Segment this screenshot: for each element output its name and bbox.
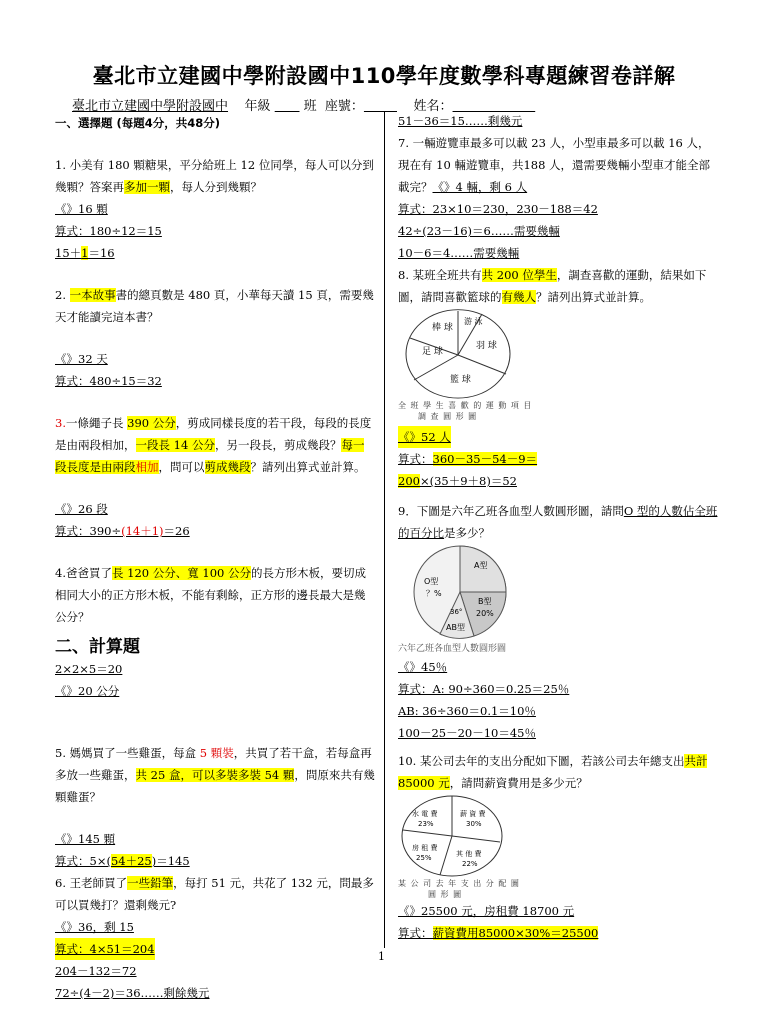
column-divider <box>384 112 385 948</box>
answer-2: 《》32 天 <box>55 352 108 366</box>
solution-8-line-2: 200×(35＋9＋8)＝52 <box>398 474 517 488</box>
label-type-b: B型 <box>478 597 492 606</box>
label-rent-pct: 25% <box>416 854 432 862</box>
expense-chart-caption-2: 圓 形 圖 <box>428 890 463 899</box>
solution-9-line-3: 100－25－20－10＝45％ <box>398 726 536 740</box>
label-utilities: 水 電 費 <box>412 810 438 818</box>
expense-pie-chart <box>400 794 506 878</box>
solution-7-line-3: 10－6＝4……需要幾輛 <box>398 246 520 260</box>
solution-1-line-2: 15＋1＝16 <box>55 246 115 260</box>
label-type-a: A型 <box>474 561 488 570</box>
question-2: 2. 一本故事書的總頁數是 480 頁，小華每天讀 15 頁，需要幾天才能讀完這本書？ <box>55 288 374 324</box>
calc-1-answer: 《》20 公分 <box>55 684 120 698</box>
label-type-ab: AB型 <box>446 623 465 632</box>
seat-label: 座號： <box>324 99 364 114</box>
question-3: 3.一條繩子長 390 公分，剪成同樣長度的若干段，每段的長度是由兩段相加，一段長 14 公分，另一段長，剪成幾段？每一段長度是由兩段相加，問可以剪成幾段？請列出算式並計算。 <box>55 416 372 474</box>
answer-10: 《》25500 元，房租費 18700 元 <box>398 904 575 918</box>
part-2-heading: 二、計算題 <box>55 637 140 657</box>
label-utilities-pct: 23% <box>418 820 434 828</box>
expense-chart-caption-1: 某 公 司 去 年 支 出 分 配 圖 <box>398 879 520 888</box>
solution-10: 算式：薪資費用85000×30%＝25500 <box>398 926 599 940</box>
solution-7-line-2: 42÷(23－16)＝6……需要幾輛 <box>398 224 560 238</box>
question-5: 5. 媽媽買了一些雞蛋，每盒 5 顆裝，共買了若干盒，若每盒再多放一些雞蛋，共 25 盒，可以多裝多裝 54 顆，問原來共有幾顆雞蛋？ <box>55 746 375 804</box>
label-angle: 36° <box>450 608 463 616</box>
question-1: 1. 小美有 180 顆糖果，平分給班上 12 位同學，每人可以分到幾顆？答案再多加一顆，每人分到幾顆？ <box>55 158 374 194</box>
solution-1-line-1: 算式：180÷12＝15 <box>55 224 162 238</box>
answer-8: 《》52 人 <box>398 426 451 448</box>
label-other: 其 他 費 <box>456 850 482 858</box>
question-4: 4.爸爸買了長 120 公分、寬 100 公分的長方形木板，要切成相同大小的正方形木板，不能有剩餘，正方形的邊長最大是幾公分？ <box>55 566 367 624</box>
label-type-o: O型 <box>424 577 439 586</box>
blood-chart-caption: 六年乙班各血型人數圓形圖 <box>398 644 507 654</box>
sports-chart-caption-2: 調 查 圓 形 圖 <box>418 412 478 421</box>
name-label: 姓名： <box>413 99 453 114</box>
solution-3: 算式：390÷(14＋1)＝26 <box>55 524 190 538</box>
sports-chart-caption-1: 全 班 學 生 喜 歡 的 運 動 項 目 <box>398 401 533 410</box>
solution-2: 算式：480÷15＝32 <box>55 374 162 388</box>
label-badminton: 羽 球 <box>476 341 497 351</box>
label-type-o-pct: ？% <box>426 589 442 598</box>
label-salary-pct: 30% <box>466 820 482 828</box>
class-label: 班 <box>303 99 317 114</box>
question-9: 9．下圖是六年乙班各血型人數圓形圖，請問O 型的人數佔全班的百分比是多少？ <box>398 504 718 540</box>
question-10: 10. 某公司去年的支出分配如下圖，若該公司去年總支出共計 85000 元，請問薪資費用是多少元？ <box>398 754 708 790</box>
page-number: 1 <box>378 950 385 963</box>
school-name: 臺北市立建國中學附設國中 <box>72 99 229 114</box>
label-rent: 房 租 費 <box>412 844 438 852</box>
answer-1: 《》16 顆 <box>55 202 108 216</box>
page-title: 臺北市立建國中學附設國中110學年度數學科專題練習卷詳解 <box>92 64 676 88</box>
solution-7-line-1: 算式：23×10＝230，230－188＝42 <box>398 202 598 216</box>
label-salary: 薪 資 費 <box>460 810 486 818</box>
label-type-b-pct: 20% <box>476 609 494 618</box>
solution-9-line-1: 算式：A: 90÷360＝0.25＝25％ <box>398 682 570 696</box>
label-swim: 游 泳 <box>464 317 483 326</box>
answer-9: 《》45％ <box>398 660 448 674</box>
section-heading: 一、選擇題 (每題4分，共48分) <box>55 116 221 130</box>
question-8: 8. 某班全班共有共 200 位學生，調查喜歡的運動，結果如下圖，請問喜歡籃球的有幾人？請列出算式並計算。 <box>398 268 707 304</box>
answer-5: 《》145 顆 <box>55 832 116 846</box>
solution-9-line-2: AB: 36÷360＝0.1＝10％ <box>398 704 536 718</box>
right-continuation: 51－36＝15……剩幾元 <box>398 114 523 128</box>
calc-1: 2×2×5＝20 <box>55 662 123 676</box>
grade-label: 年級 <box>244 99 271 114</box>
answer-6: 《》36，剩 15 <box>55 920 134 934</box>
label-other-pct: 22% <box>462 860 478 868</box>
right-column <box>398 114 718 944</box>
left-column <box>55 112 375 1004</box>
answer-3: 《》26 段 <box>55 502 108 516</box>
sports-pie-chart <box>402 308 514 400</box>
solution-6-line-2: 204－132＝72 <box>55 964 137 978</box>
label-basketball: 籃 球 <box>450 375 471 385</box>
solution-6-line-3: 72÷(4－2)＝36……剩餘幾元 <box>55 986 210 1000</box>
blood-type-pie-chart <box>404 544 522 642</box>
question-7: 7. 一輛遊覽車最多可以載 23 人，小型車最多可以載 16 人，現在有 10 輛遊覽車，共188 人，還需要幾輛小型車才能全部載完？《》4 輛，剩 6 人 <box>398 136 711 194</box>
solution-5: 算式：5×(54＋25)＝145 <box>55 854 190 868</box>
solution-6-line-1: 算式：4×51＝204 <box>55 938 155 960</box>
solution-8-line-1: 算式：360－35－54－9＝ <box>398 452 538 466</box>
label-soccer: 足 球 <box>422 347 443 357</box>
question-6: 6. 王老師買了一些鉛筆，每打 51 元，共花了 132 元，問最多可以買幾打？還剩幾元? <box>55 876 374 912</box>
label-baseball: 棒 球 <box>432 323 453 333</box>
